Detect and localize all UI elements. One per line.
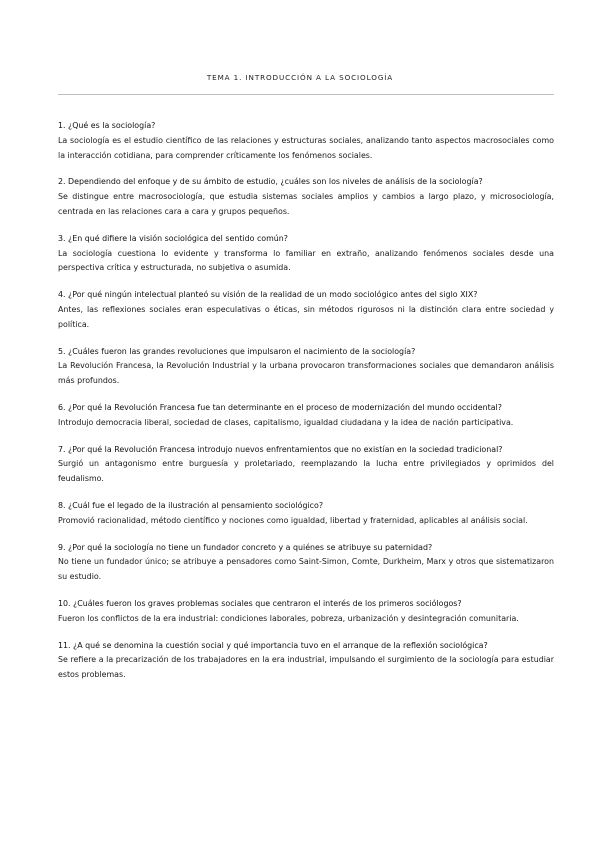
question-text: 9. ¿Por qué la sociología no tiene un fundador concreto y a quiénes se atribuye su paternidad? xyxy=(58,542,433,552)
answer-text: Antes, las reflexiones sociales eran especulativas o éticas, sin métodos rigurosos ni la distinción clara entre sociedad y política. xyxy=(58,304,554,329)
answer-text: La Revolución Francesa, la Revolución Industrial y la urbana provocaron transformaciones sociales que demandaron análisis más profundos. xyxy=(58,361,554,386)
answer-text: La sociología cuestiona lo evidente y transforma lo familiar en extraño, analizando fenómenos sociales desde una perspectiva crítica y estructurada, no subjetiva o asumida. xyxy=(58,248,554,273)
question-item xyxy=(58,639,554,683)
question-item xyxy=(58,401,554,431)
question-text: 11. ¿A qué se denomina la cuestión social y qué importancia tuvo en el arranque de la reflexión sociológica? xyxy=(58,640,488,650)
question-item xyxy=(58,175,554,219)
answer-text: Promovió racionalidad, método científico y nociones como igualdad, libertad y fraternidad, aplicables al análisis social. xyxy=(58,515,528,525)
document-title: TEMA 1. INTRODUCCIÓN A LA SOCIOLOGÍA xyxy=(206,73,394,82)
question-item xyxy=(58,499,554,529)
question-item xyxy=(58,288,554,332)
question-item xyxy=(58,443,554,487)
question-item xyxy=(58,541,554,585)
answer-text: Fueron los conflictos de la era industrial: condiciones laborales, pobreza, urbanización y desintegración comunitaria. xyxy=(58,613,519,623)
question-item xyxy=(58,597,554,627)
question-item xyxy=(58,345,554,389)
question-text: 8. ¿Cuál fue el legado de la ilustración al pensamiento sociológico? xyxy=(58,500,324,510)
answer-text: Introdujo democracia liberal, sociedad de clases, capitalismo, igualdad ciudadana y la idea de nación participativa. xyxy=(58,417,514,427)
question-text: 10. ¿Cuáles fueron los graves problemas sociales que centraron el interés de los primeros sociólogos? xyxy=(58,598,462,608)
title-divider xyxy=(58,94,554,95)
question-text: 6. ¿Por qué la Revolución Francesa fue tan determinante en el proceso de modernización del mundo occidental? xyxy=(58,402,502,412)
answer-text: No tiene un fundador único; se atribuye a pensadores como Saint-Simon, Comte, Durkheim, Marx y otros que sistematizaron su estudio. xyxy=(58,557,554,582)
answer-text: Se refiere a la precarización de los trabajadores en la era industrial, impulsando el surgimiento de la sociología para estudiar estos problemas. xyxy=(58,655,554,680)
question-text: 4. ¿Por qué ningún intelectual planteó su visión de la realidad de un modo sociológico antes del siglo XIX? xyxy=(58,290,478,300)
answer-text: Se distingue entre macrosociología, que estudia sistemas sociales amplios y cambios a largo plazo, y microsociología, centrada en las relaciones cara a cara y grupos pequeños. xyxy=(58,192,554,216)
question-item xyxy=(58,119,554,163)
question-text: 3. ¿En qué difiere la visión sociológica del sentido común? xyxy=(58,233,288,243)
question-list xyxy=(58,119,554,695)
question-item xyxy=(58,232,554,276)
question-text: 5. ¿Cuáles fueron las grandes revoluciones que impulsaron el nacimiento de la sociología? xyxy=(58,346,416,356)
answer-text: La sociología es el estudio científico de las relaciones y estructuras sociales, analizando tanto aspectos macrosociales como la interacción cotidiana, para comprender críticamente los fenómenos sociales. xyxy=(58,135,554,160)
answer-text: Surgió un antagonismo entre burguesía y proletariado, reemplazando la lucha entre privilegiados y oprimidos del feudalismo. xyxy=(58,459,554,484)
question-text: 2. Dependiendo del enfoque y de su ámbito de estudio, ¿cuáles son los niveles de análisis de la sociología? xyxy=(58,177,483,187)
question-text: 1. ¿Qué es la sociología? xyxy=(58,121,156,130)
question-text: 7. ¿Por qué la Revolución Francesa introdujo nuevos enfrentamientos que no existían en la sociedad tradicional? xyxy=(58,444,503,454)
